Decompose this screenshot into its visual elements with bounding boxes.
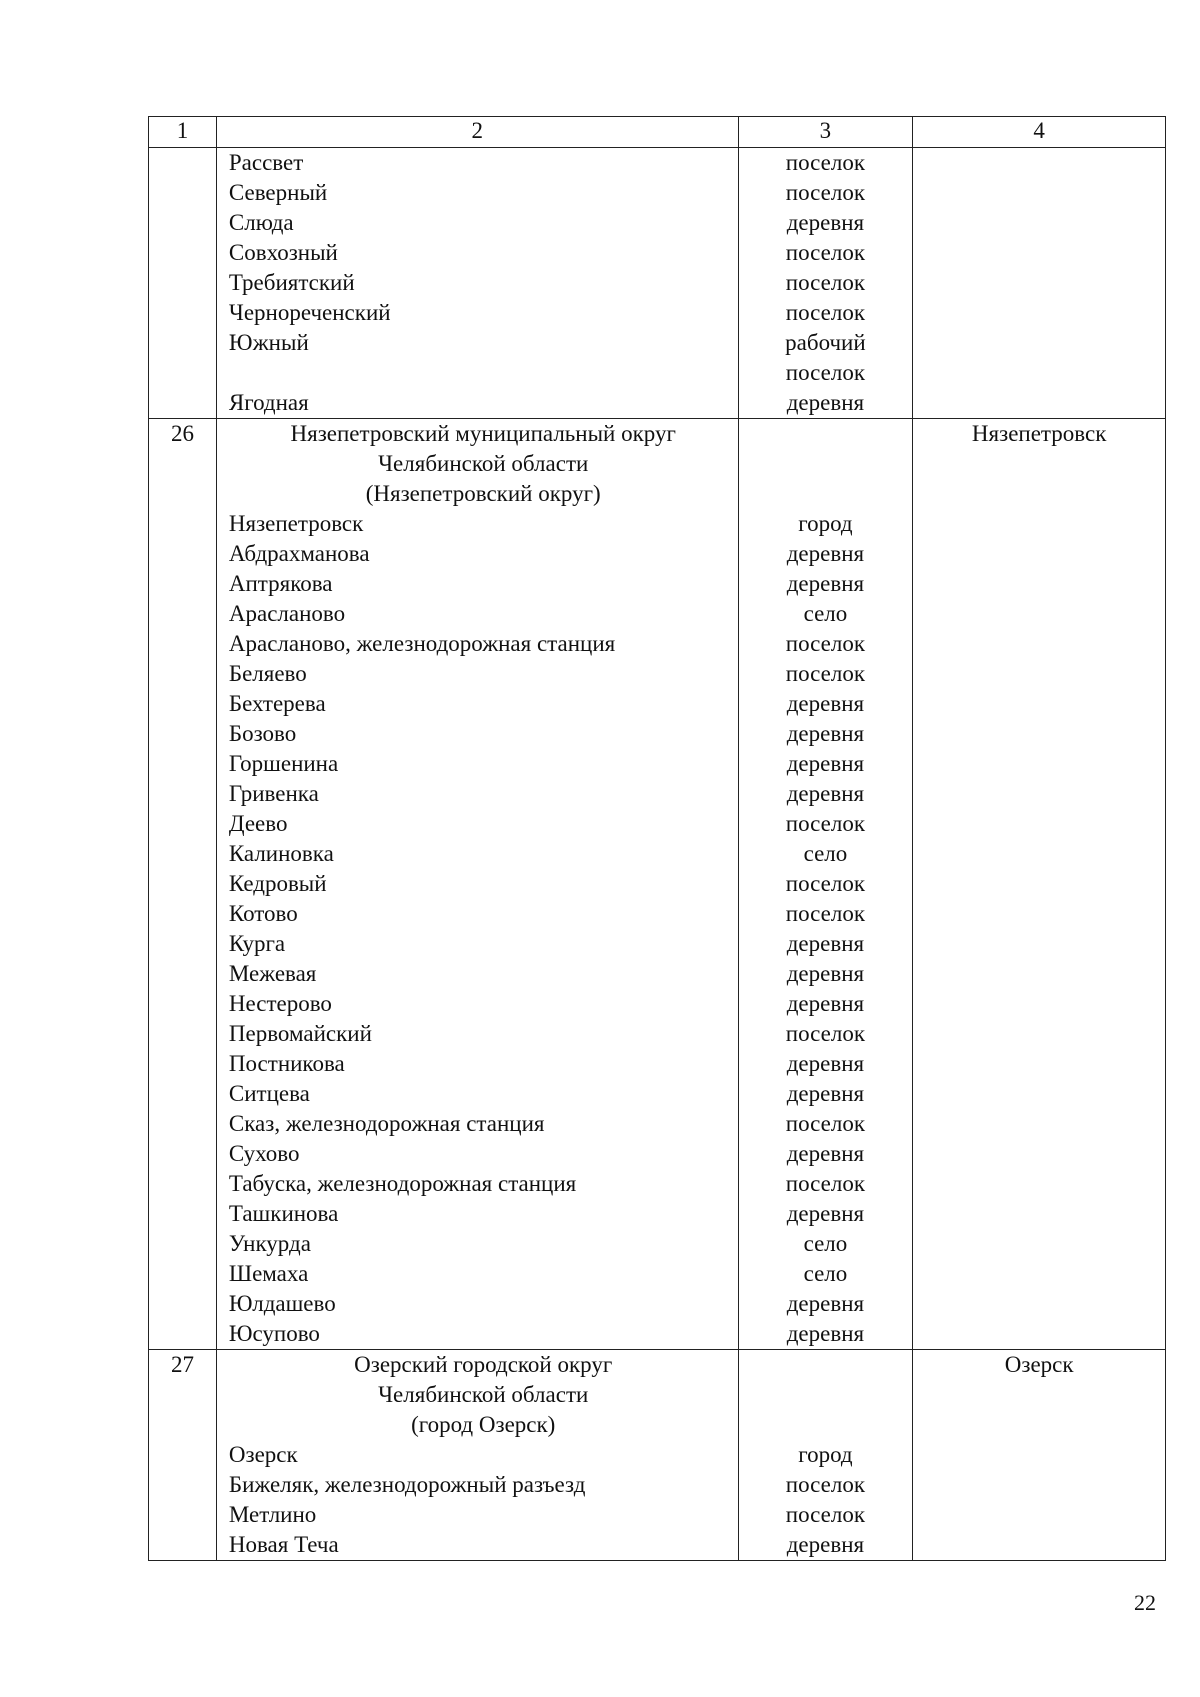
settlement-name: Совхозный — [228, 240, 338, 265]
settlement-name: Табуска, железнодорожная станция — [228, 1171, 577, 1196]
settlement-type: поселок — [785, 871, 866, 896]
settlement-type: деревня — [786, 961, 865, 986]
settlement-name: Котово — [228, 901, 298, 926]
settlement-name: Слюда — [228, 210, 294, 235]
district-title-line: (город Озерск) — [411, 1412, 556, 1437]
spacer — [739, 449, 913, 479]
settlement-name: Ункурда — [228, 1231, 311, 1256]
settlement-name: Сказ, железнодорожная станция — [228, 1111, 545, 1136]
settlement-name: Сухово — [228, 1141, 300, 1166]
settlement-type: поселок — [785, 1472, 866, 1497]
header-col-2: 2 — [216, 117, 738, 148]
settlement-type: поселок — [785, 631, 866, 656]
settlement-type: поселок — [785, 1502, 866, 1527]
header-col-1: 1 — [149, 117, 217, 148]
settlement-name: Беляево — [228, 661, 307, 686]
settlement-type: город — [798, 511, 853, 536]
settlement-type: поселок — [785, 661, 866, 686]
settlement-name: Ситцева — [228, 1081, 310, 1106]
settlement-types — [739, 1350, 913, 1560]
settlement-type: поселок — [785, 360, 866, 385]
settlements-table — [148, 116, 1166, 1561]
settlement-types-cell — [738, 1350, 913, 1561]
settlement-type: поселок — [785, 1021, 866, 1046]
district-title-line: Нязепетровский муниципальный округ — [290, 421, 676, 446]
settlement-name: Бозово — [228, 721, 297, 746]
district-number: 27 — [149, 1350, 217, 1561]
settlement-name: Юсупово — [228, 1321, 320, 1346]
continuation-row — [149, 148, 1166, 419]
settlement-name: Деево — [228, 811, 288, 836]
spacer — [739, 419, 913, 449]
settlement-type: поселок — [785, 180, 866, 205]
settlement-name: Метлино — [228, 1502, 317, 1527]
settlement-type: деревня — [786, 721, 865, 746]
settlement-name: Бехтерева — [228, 691, 326, 716]
admin-center-cell — [913, 148, 1166, 419]
settlement-name: Юлдашево — [228, 1291, 336, 1316]
page-number: 22 — [1134, 1590, 1156, 1615]
settlement-type: село — [803, 841, 848, 866]
header-col-3: 3 — [738, 117, 913, 148]
row-number — [149, 148, 217, 419]
settlement-name: Курга — [228, 931, 286, 956]
settlement-name: Новая Теча — [228, 1532, 339, 1557]
spacer — [739, 1350, 913, 1380]
settlement-name: Озерск — [228, 1442, 298, 1467]
settlement-types — [739, 148, 913, 418]
settlement-name: Рассвет — [228, 150, 304, 175]
settlement-names — [217, 419, 738, 1349]
settlement-type: поселок — [785, 240, 866, 265]
settlement-type: село — [803, 1231, 848, 1256]
spacer — [739, 479, 913, 509]
settlement-type: город — [798, 1442, 853, 1467]
settlement-name: Нестерово — [228, 991, 332, 1016]
settlement-type: село — [803, 1261, 848, 1286]
settlement-type: рабочий — [785, 330, 866, 355]
settlement-type: деревня — [786, 541, 865, 566]
settlement-name: Нязепетровск — [228, 511, 364, 536]
settlement-type: деревня — [786, 991, 865, 1016]
settlement-name: Межевая — [228, 961, 317, 986]
settlement-type: деревня — [786, 1532, 865, 1557]
settlement-type: поселок — [785, 1171, 866, 1196]
settlement-types — [739, 419, 913, 1349]
settlement-type: деревня — [786, 1081, 865, 1106]
admin-center: Озерск — [913, 1350, 1166, 1561]
settlement-name: Ташкинова — [228, 1201, 339, 1226]
district-title-line: Челябинской области — [378, 1382, 589, 1407]
settlement-type: деревня — [786, 571, 865, 596]
settlement-type: село — [803, 601, 848, 626]
settlement-name: Южный — [228, 330, 309, 355]
settlement-type: поселок — [785, 901, 866, 926]
settlement-name: Северный — [228, 180, 328, 205]
settlement-type: деревня — [786, 210, 865, 235]
settlement-type: поселок — [785, 300, 866, 325]
settlement-name: Требиятский — [228, 270, 355, 295]
settlement-name: Ягодная — [228, 390, 309, 415]
district-title-line: (Нязепетровский округ) — [365, 481, 601, 506]
settlement-names-cell — [216, 419, 738, 1350]
settlement-type: деревня — [786, 1051, 865, 1076]
settlement-name: Бижеляк, железнодорожный разъезд — [228, 1472, 586, 1497]
settlement-type: поселок — [785, 270, 866, 295]
settlement-type: деревня — [786, 1201, 865, 1226]
settlement-type: деревня — [786, 931, 865, 956]
settlement-name: Постникова — [228, 1051, 345, 1076]
settlement-names-cell — [216, 1350, 738, 1561]
settlement-name: Абдрахманова — [228, 541, 370, 566]
spacer — [739, 1380, 913, 1410]
header-col-4: 4 — [913, 117, 1166, 148]
district-number: 26 — [149, 419, 217, 1350]
settlement-name: Гривенка — [228, 781, 319, 806]
settlement-name: Горшенина — [228, 751, 339, 776]
settlement-name — [229, 358, 738, 388]
settlement-name: Шемаха — [228, 1261, 309, 1286]
admin-center: Нязепетровск — [913, 419, 1166, 1350]
settlement-type: деревня — [786, 751, 865, 776]
settlement-name: Чернореченский — [228, 300, 391, 325]
district-row — [149, 419, 1166, 1350]
settlement-type: поселок — [785, 150, 866, 175]
settlement-type: деревня — [786, 390, 865, 415]
settlement-type: деревня — [786, 1321, 865, 1346]
settlement-type: поселок — [785, 1111, 866, 1136]
district-title-line: Челябинской области — [378, 451, 589, 476]
settlement-types-cell — [738, 148, 913, 419]
spacer — [739, 1410, 913, 1440]
settlement-name: Калиновка — [228, 841, 334, 866]
settlement-type: деревня — [786, 1141, 865, 1166]
settlement-type: деревня — [786, 691, 865, 716]
district-title-line: Озерский городской округ — [354, 1352, 613, 1377]
table-header-row — [149, 117, 1166, 148]
settlement-name: Арасланово — [228, 601, 346, 626]
settlement-name: Аптрякова — [228, 571, 333, 596]
settlement-names — [217, 148, 738, 418]
settlement-types-cell — [738, 419, 913, 1350]
district-row — [149, 1350, 1166, 1561]
settlement-name: Кедровый — [228, 871, 327, 896]
settlement-type: поселок — [785, 811, 866, 836]
settlement-name: Первомайский — [228, 1021, 372, 1046]
settlement-names-cell — [216, 148, 738, 419]
settlement-type: деревня — [786, 1291, 865, 1316]
settlement-names — [217, 1350, 738, 1560]
settlement-name: Арасланово, железнодорожная станция — [228, 631, 616, 656]
settlement-type: деревня — [786, 781, 865, 806]
